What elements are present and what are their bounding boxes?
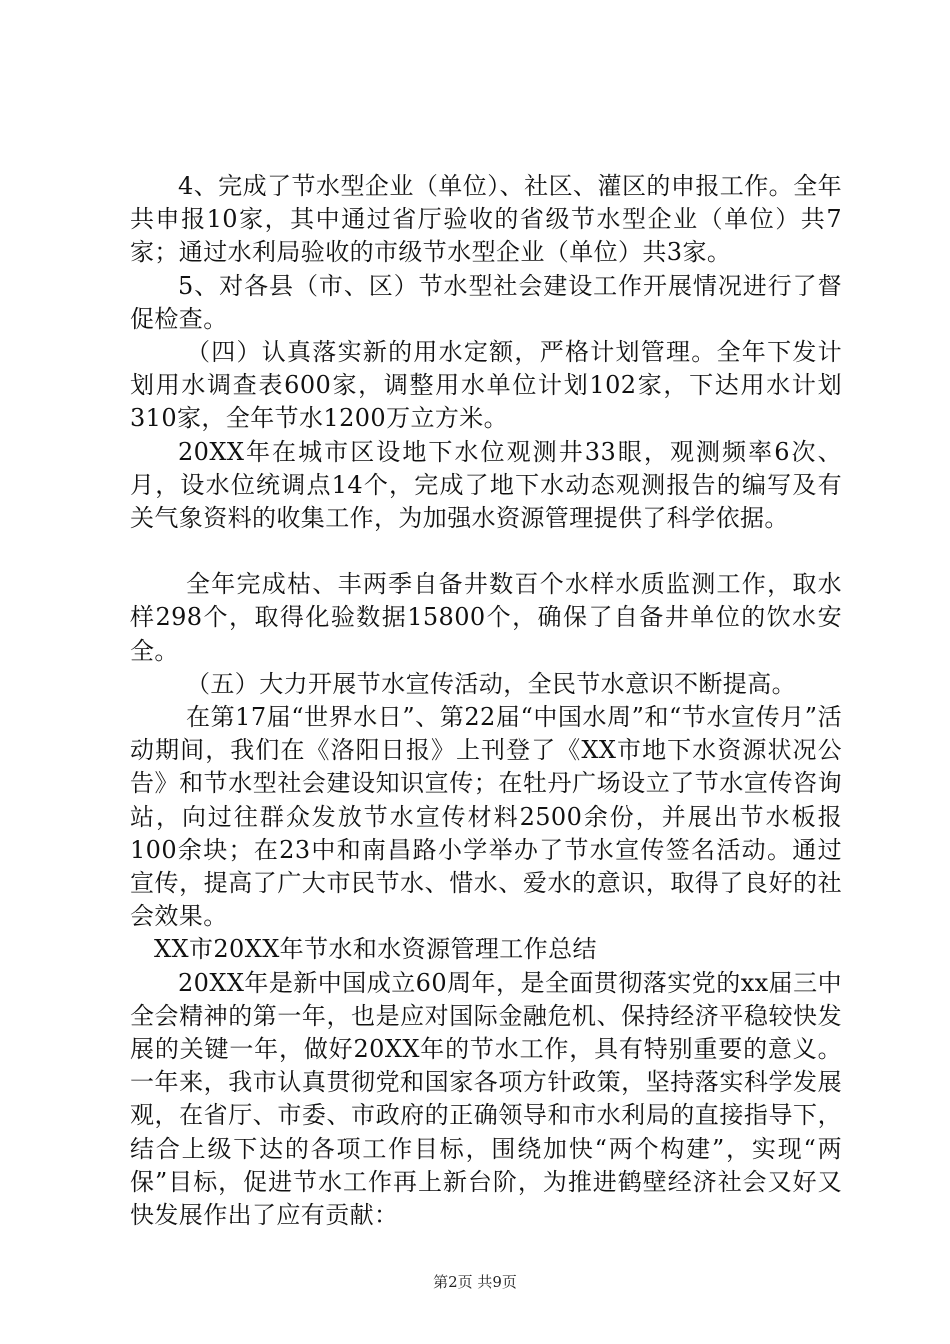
paragraph-publicity-heading: （五）大力开展节水宣传活动，全民节水意识不断提高。 bbox=[186, 669, 796, 698]
paragraph-enterprise-applications: 4、完成了节水型企业（单位）、社区、灌区的申报工作。全年共申报10家，其中通过省厅验收的省级节水型企业（单位）共7家；通过水利局验收的市级节水型企业（单位）共3家。 bbox=[130, 172, 842, 267]
paragraph-summary-intro: 20XX年是新中国成立60周年，是全面贯彻落实党的xx届三中全会精神的第一年，也是应对国际金融危机、保持经济平稳较快发展的关键一年，做好20XX年的节水工作，具有特别重要的意义。一年来，我市认真贯彻党和国家各项方针政策，坚持落实科学发展观，在省厅、市委、市政府的正确领导和市水利局的直接指导下，结合上级下达的各项工作目标，围绕加快“两个构建”，实现“两保”目标，促进节水工作再上新台阶，为推进鹤壁经济社会又好又快发展作出了应有贡献： bbox=[130, 968, 842, 1230]
paragraph-county-inspection: 5、对各县（市、区）节水型社会建设工作开展情况进行了督促检查。 bbox=[130, 271, 842, 333]
paragraph-water-quota: （四）认真落实新的用水定额，严格计划管理。全年下发计划用水调查表600家，调整用水单位计划102家，下达用水计划310家，全年节水1200万立方米。 bbox=[130, 338, 842, 433]
paragraph-publicity-activities: 在第17届“世界水日”、第22届“中国水周”和“节水宣传月”活动期间，我们在《洛阳日报》上刊登了《XX市地下水资源状况公告》和节水型社会建设知识宣传；在牡丹广场设立了节水宣传咨询站，向过往群众发放节水宣传材料2500余份，并展出节水板报100余块；在23中和南昌路小学举办了节水宣传签名活动。通过宣传，提高了广大市民节水、惜水、爱水的意识，取得了良好的社会效果。 bbox=[130, 703, 842, 931]
paragraph-groundwater-monitoring: 20XX年在城市区设地下水位观测井33眼，观测频率6次、月，设水位统调点14个，完成了地下水动态观测报告的编写及有关气象资料的收集工作，为加强水资源管理提供了科学依据。 bbox=[130, 437, 842, 533]
page-footer: 第2页 共9页 bbox=[433, 1273, 517, 1291]
document-body bbox=[130, 170, 842, 1232]
paragraph-water-quality: 全年完成枯、丰两季自备井数百个水样水质监测工作，取水样298个，取得化验数据15800个，确保了自备井单位的饮水安全。 bbox=[130, 570, 842, 665]
section-title: XX市20XX年节水和水资源管理工作总结 bbox=[154, 935, 597, 964]
